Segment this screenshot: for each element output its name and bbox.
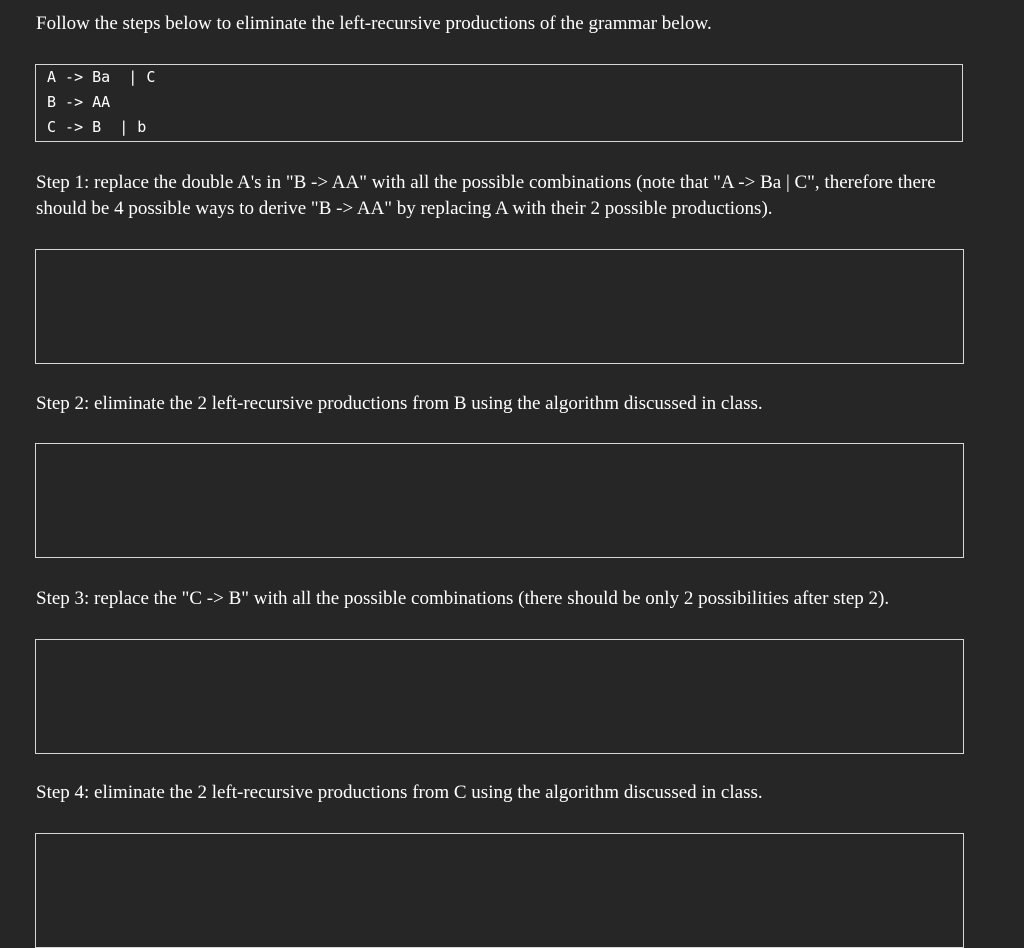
grammar-line-b: B -> AA bbox=[47, 93, 111, 111]
step-1-answer-field[interactable] bbox=[35, 249, 964, 364]
step-3-answer-field[interactable] bbox=[35, 639, 964, 754]
step-4-instruction: Step 4: eliminate the 2 left-recursive productions from C using the algorithm discussed in class. bbox=[36, 782, 763, 803]
grammar-code-block bbox=[35, 64, 963, 142]
step-2-answer-field[interactable] bbox=[35, 443, 964, 558]
step-2-instruction: Step 2: eliminate the 2 left-recursive productions from B using the algorithm discussed in class. bbox=[36, 393, 763, 414]
step-1-instruction: Step 1: replace the double A's in "B -> AA" with all the possible combinations (note that "A -> Ba | C", therefore there should be 4 possible ways to derive "B -> AA" by replacing A with their 2 possible productions). bbox=[36, 172, 936, 219]
instructions-heading: Follow the steps below to eliminate the left-recursive productions of the grammar below. bbox=[36, 13, 712, 34]
grammar-line-a: A -> Ba | C bbox=[47, 68, 156, 86]
step-4-answer-field[interactable] bbox=[35, 833, 964, 948]
grammar-line-c: C -> B | b bbox=[47, 118, 147, 136]
step-3-instruction: Step 3: replace the "C -> B" with all the possible combinations (there should be only 2 possibilities after step 2). bbox=[36, 588, 890, 609]
